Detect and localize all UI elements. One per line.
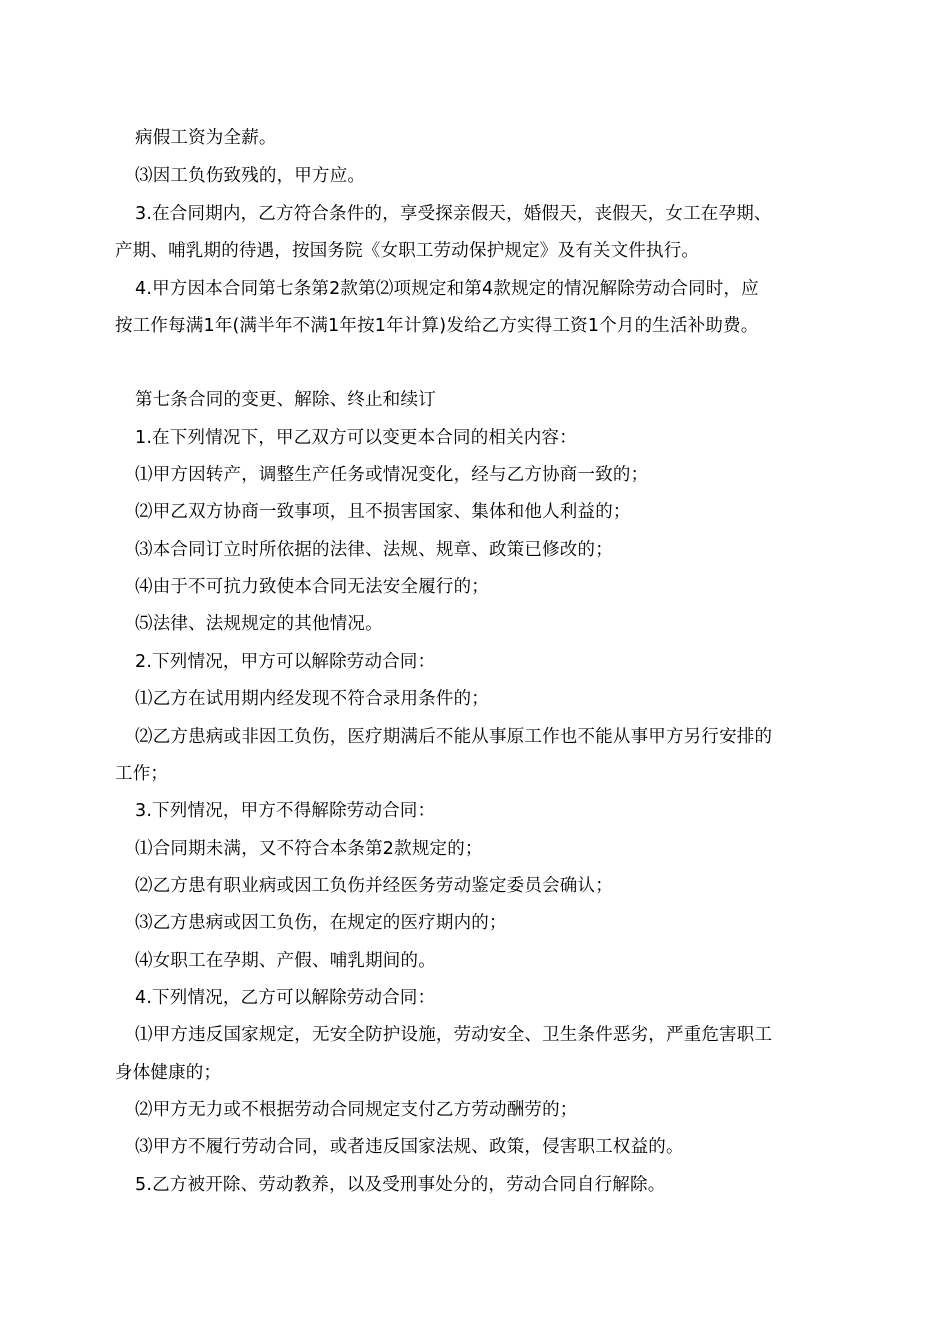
section-heading: 第七条合同的变更、解除、终止和续订 xyxy=(135,390,436,410)
list-item: ⑶本合同订立时所依据的法律、法规、规章、政策已修改的； xyxy=(135,540,613,560)
list-item: ⑵甲方无力或不根据劳动合同规定支付乙方劳动酬劳的； xyxy=(135,1100,578,1120)
list-item: ⑵乙方患有职业病或因工负伤并经医务劳动鉴定委员会确认； xyxy=(135,876,613,896)
list-item: ⑴乙方在试用期内经发现不符合录用条件的； xyxy=(135,689,489,709)
list-item: ⑶甲方不履行劳动合同，或者违反国家法规、政策，侵害职工权益的。 xyxy=(135,1137,684,1157)
list-item: ⑶乙方患病或因工负伤，在规定的医疗期内的； xyxy=(135,913,507,933)
list-item: ⑴合同期未满，又不符合本条第2款规定的； xyxy=(135,839,483,859)
paragraph-line: ⑶因工负伤致残的，甲方应。 xyxy=(135,166,366,186)
list-item-continuation: 工作； xyxy=(115,764,169,784)
list-item: ⑵乙方患病或非因工负伤，医疗期满后不能从事原工作也不能从事甲方另行安排的 xyxy=(135,727,773,747)
paragraph-line: 2.下列情况，甲方可以解除劳动合同： xyxy=(135,652,436,672)
paragraph-line: 4.下列情况，乙方可以解除劳动合同： xyxy=(135,988,436,1008)
list-item: ⑴甲方因转产，调整生产任务或情况变化，经与乙方协商一致的； xyxy=(135,465,649,485)
paragraph-line: 1.在下列情况下，甲乙双方可以变更本合同的相关内容： xyxy=(135,428,577,448)
list-item: ⑷由于不可抗力致使本合同无法安全履行的； xyxy=(135,577,489,597)
paragraph-line: 按工作每满1年(满半年不满1年按1年计算)发给乙方实得工资1个月的生活补助费。 xyxy=(115,316,759,336)
list-item-continuation: 身体健康的； xyxy=(115,1063,222,1083)
paragraph-line: 3.下列情况，甲方不得解除劳动合同： xyxy=(135,801,436,821)
list-item: ⑵甲乙双方协商一致事项，且不损害国家、集体和他人利益的； xyxy=(135,502,631,522)
list-item: ⑷女职工在孕期、产假、哺乳期间的。 xyxy=(135,951,436,971)
list-item: ⑸法律、法规规定的其他情况。 xyxy=(135,614,383,634)
paragraph-line: 产期、哺乳期的待遇，按国务院《女职工劳动保护规定》及有关文件执行。 xyxy=(115,241,700,261)
paragraph-line: 5.乙方被开除、劳动教养，以及受刑事处分的，劳动合同自行解除。 xyxy=(135,1175,666,1195)
paragraph-line: 3.在合同期内，乙方符合条件的，享受探亲假天，婚假天，丧假天，女工在孕期、 xyxy=(135,204,772,224)
paragraph-line: 4.甲方因本合同第七条第2款第⑵项规定和第4款规定的情况解除劳动合同时，应 xyxy=(135,279,759,299)
paragraph-line: 病假工资为全薪。 xyxy=(135,128,277,148)
list-item: ⑴甲方违反国家规定，无安全防护设施，劳动安全、卫生条件恶劣，严重危害职工 xyxy=(135,1025,773,1045)
